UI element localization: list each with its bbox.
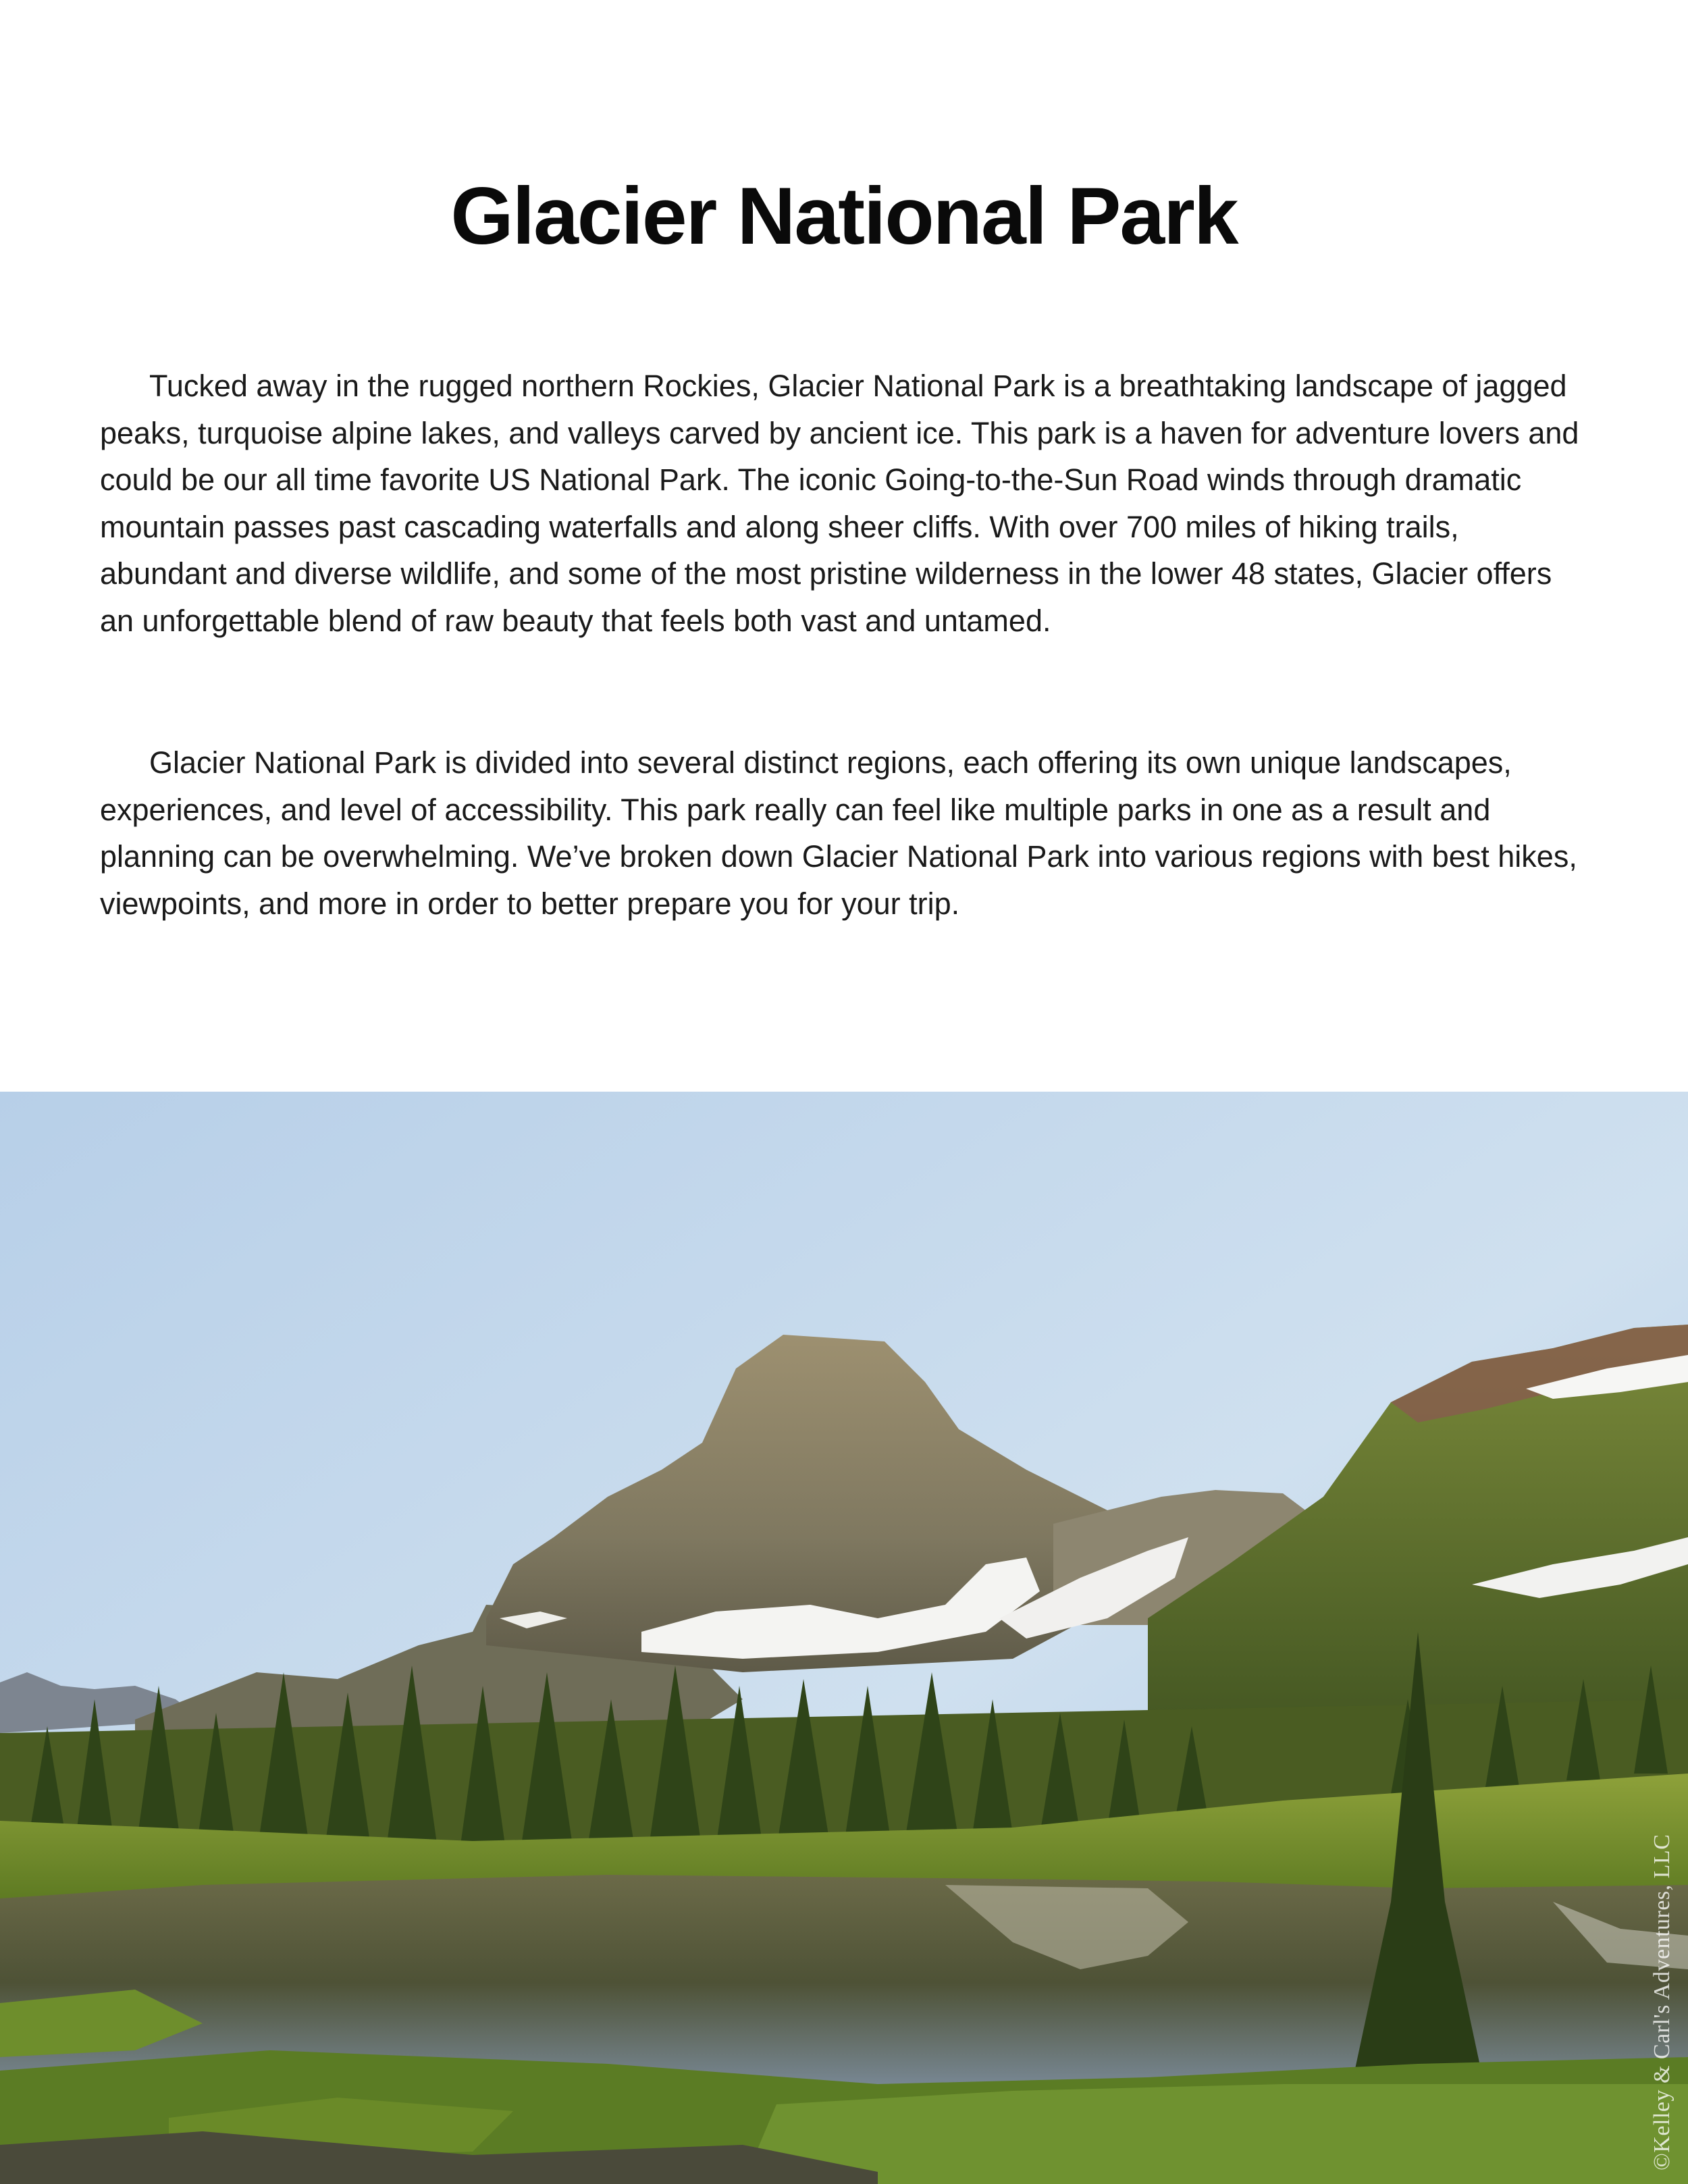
page-title: Glacier National Park bbox=[450, 171, 1238, 261]
regions-paragraph: Glacier National Park is divided into several distinct regions, each offering its own unique landscapes, experiences, and level of accessibility. This park really can feel like multiple parks in one as a result and planning can be overwhelming. We’ve broken down Glacier National Park into various regions with best hikes, viewpoints, and more in order to better prepare you for your trip. bbox=[100, 745, 1577, 921]
intro-paragraph: Tucked away in the rugged northern Rockies, Glacier National Park is a breathtaking landscape of jagged peaks, turquoise alpine lakes, and valleys carved by ancient ice. This park is a haven for adventure lovers and could be our all time favorite US National Park. The iconic Going-to-the-Sun Road winds through dramatic mountain passes past cascading waterfalls and along sheer cliffs. With over 700 miles of hiking trails, abundant and diverse wildlife, and some of the most pristine wilderness in the lower 48 states, Glacier offers an unforgettable blend of raw beauty that feels both vast and untamed. bbox=[100, 369, 1579, 638]
photo-copyright: ©Kelley & Carl's Adventures, LLC bbox=[1650, 1834, 1674, 2170]
landscape-photo bbox=[0, 1092, 1688, 2184]
